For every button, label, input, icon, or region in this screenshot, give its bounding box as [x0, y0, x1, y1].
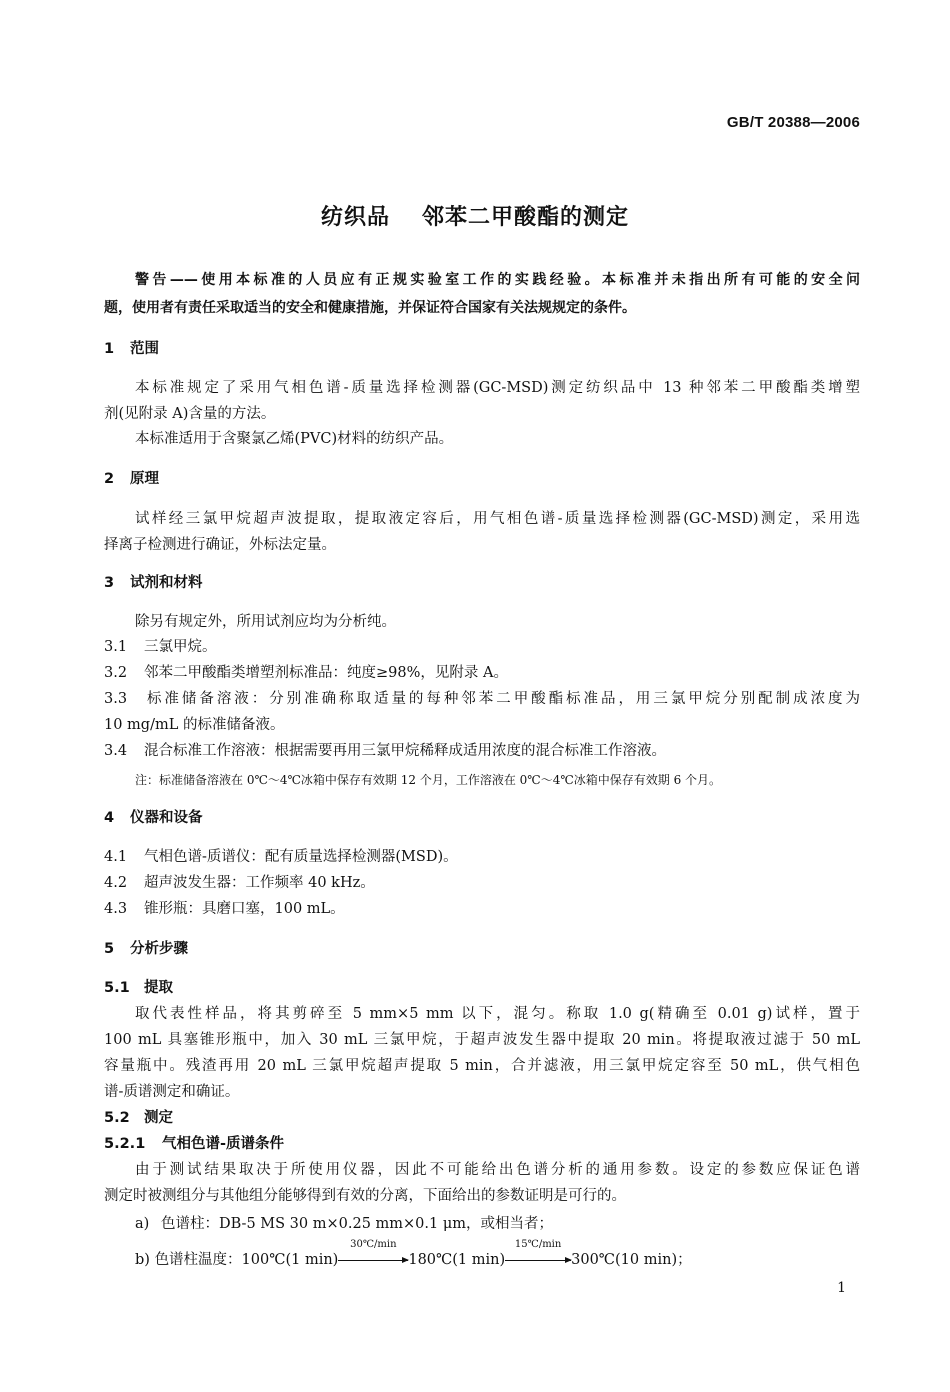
document-title — [0, 200, 950, 231]
section-2-line-2: 择离子检测进行确证，外标法定量。 — [104, 537, 336, 553]
title-part-2: 邻苯二甲酸酯的测定 — [422, 205, 630, 230]
section-3-heading: 3 试剂和材料 — [104, 575, 203, 591]
title-part-1: 纺织品 — [320, 205, 390, 230]
section-4-3: 4.3 锥形瓶：具磨口塞，100 mL。 — [104, 901, 345, 917]
section-1-paragraph-line-1: 本标准规定了采用气相色谱-质量选择检测器(GC-MSD)测定纺织品中 13 种邻苯二甲酸酯类增塑 — [135, 380, 860, 396]
rate-arrow-2: 15℃/min — [505, 1252, 571, 1269]
section-3-1: 3.1 三氯甲烷。 — [104, 639, 217, 655]
section-1-paragraph-line-2: 剂(见附录 A)含量的方法。 — [104, 406, 276, 422]
warning-line-1: 警告——使用本标准的人员应有正规实验室工作的实践经验。本标准并未指出所有可能的安全问 — [135, 272, 860, 288]
section-5-2-heading: 5.2 测定 — [104, 1110, 173, 1126]
standard-code: GB/T 20388—2006 — [726, 114, 860, 131]
section-2-line-1: 试样经三氯甲烷超声波提取，提取液定容后，用气相色谱-质量选择检测器(GC-MSD)测定，采用选 — [135, 511, 860, 527]
section-4-2: 4.2 超声波发生器：工作频率 40 kHz。 — [104, 875, 375, 891]
section-2-heading: 2 原理 — [104, 471, 159, 487]
section-5-heading: 5 分析步骤 — [104, 941, 188, 957]
warning-line-2: 题，使用者有责任采取适当的安全和健康措施，并保证符合国家有关法规规定的条件。 — [104, 300, 636, 316]
section-3-note: 注：标准储备溶液在 0℃～4℃冰箱中保存有效期 12 个月，工作溶液在 0℃～4℃冰箱中保存有效期 6 个月。 — [135, 773, 722, 787]
section-3-4: 3.4 混合标准工作溶液：根据需要再用三氯甲烷稀释成适用浓度的混合标准工作溶液。 — [104, 743, 666, 759]
section-4-heading: 4 仪器和设备 — [104, 810, 203, 826]
section-5-2-1-line-1: 由于测试结果取决于所使用仪器，因此不可能给出色谱分析的通用参数。设定的参数应保证色谱 — [135, 1162, 860, 1178]
section-1-paragraph-2: 本标准适用于含聚氯乙烯(PVC)材料的纺织产品。 — [135, 431, 454, 447]
section-5-1-heading: 5.1 提取 — [104, 980, 173, 996]
list-item-a: a) 色谱柱：DB-5 MS 30 m×0.25 mm×0.1 μm，或相当者； — [135, 1216, 554, 1232]
section-3-3-line-1: 3.3 标准储备溶液：分别准确称取适量的每种邻苯二甲酸酯标准品，用三氯甲烷分别配制成浓度为 — [104, 691, 860, 707]
section-5-1-line-1: 取代表性样品，将其剪碎至 5 mm×5 mm 以下，混匀。称取 1.0 g(精确至 0.01 g)试样，置于 — [135, 1006, 860, 1022]
section-3-intro: 除另有规定外，所用试剂应均为分析纯。 — [135, 614, 396, 630]
section-3-3-line-2: 10 mg/mL 的标准储备液。 — [104, 717, 285, 733]
section-1-heading: 1 范围 — [104, 341, 159, 357]
page-number: 1 — [837, 1280, 846, 1296]
section-5-2-1-line-2: 测定时被测组分与其他组分能够得到有效的分离，下面给出的参数证明是可行的。 — [104, 1188, 626, 1204]
section-5-1-line-4: 谱-质谱测定和确证。 — [104, 1084, 240, 1100]
section-3-2: 3.2 邻苯二甲酸酯类增塑剂标准品：纯度≥98%，见附录 A。 — [104, 665, 508, 681]
list-item-b: b) 色谱柱温度：100℃(1 min) 30℃/min 180℃(1 min) 15℃/min 300℃(10 min)； — [135, 1239, 692, 1268]
section-4-1: 4.1 气相色谱-质谱仪：配有质量选择检测器(MSD)。 — [104, 849, 458, 865]
section-5-2-1-heading: 5.2.1 气相色谱-质谱条件 — [104, 1136, 285, 1152]
rate-arrow-1: 30℃/min — [338, 1252, 408, 1269]
section-5-1-line-2: 100 mL 具塞锥形瓶中，加入 30 mL 三氯甲烷，于超声波发生器中提取 20 min。将提取液过滤于 50 mL — [104, 1032, 860, 1048]
section-5-1-line-3: 容量瓶中。残渣再用 20 mL 三氯甲烷超声提取 5 min，合并滤液，用三氯甲烷定容至 50 mL，供气相色 — [104, 1058, 860, 1074]
